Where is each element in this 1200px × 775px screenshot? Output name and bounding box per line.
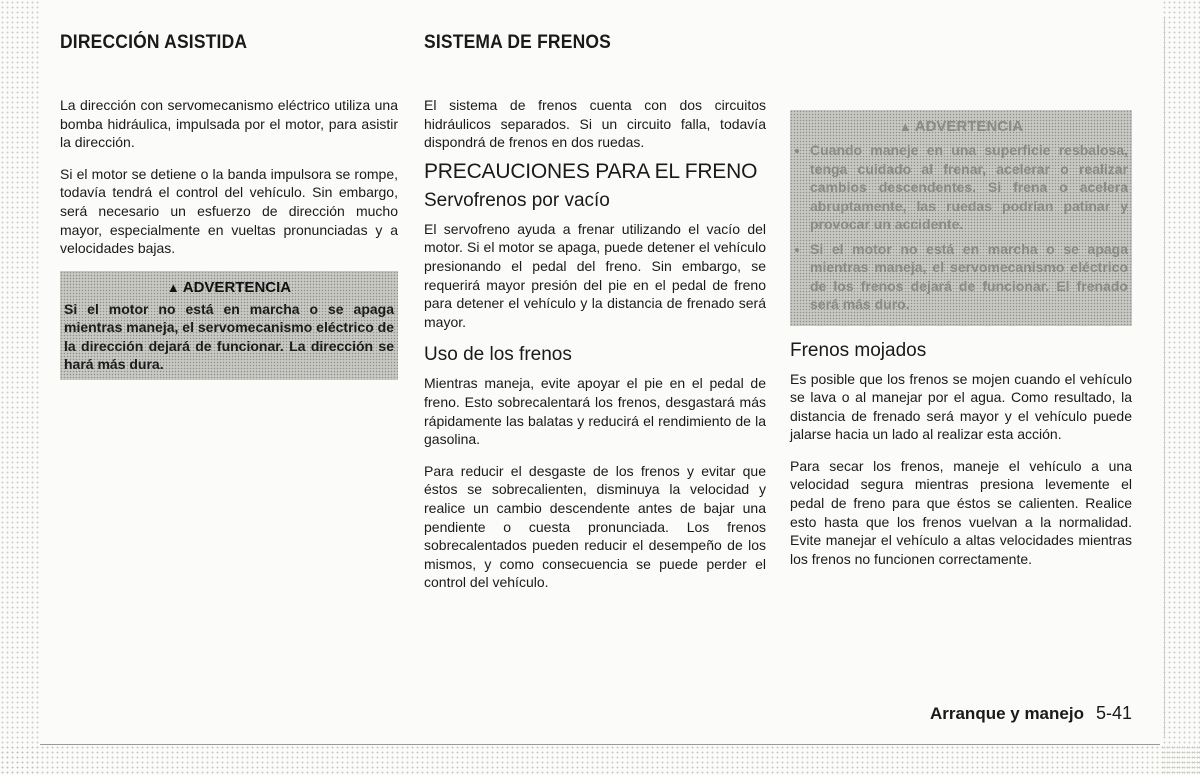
warning-item: • Cuando maneje en una superficie resbalosa, tenga cuidado al frenar, acelerar o realizar cambios descendentes. Si frena o acelera abruptamente, las ruedas podrían patinar y provocar un accidente. [810,141,1128,234]
brake-intro-paragraph: El sistema de frenos cuenta con dos circuitos hidráulicos separados. Si un circuito falla, todavía dispondrá de frenos en dos ruedas. [424,97,766,151]
brake-use-paragraph-2: Para reducir el desgaste de los frenos y evitar que éstos se sobrecalienten, disminuya la velocidad y realice un cambio descendente antes de bajar una pendiente o cuesta pronunciada. Los frenos sobrecalentados pueden reducir el desempeño de los mismos, y como consecuencia se puede perder el control del vehículo. [424,462,766,591]
brake-use-subheading: Uso de los frenos [424,344,572,366]
steering-warning-box [60,271,398,380]
scan-edge-left [0,0,40,775]
middle-column [424,32,766,605]
vacuum-booster-subheading: Servofrenos por vacío [424,189,610,211]
warning-heading: ADVERTENCIA [182,278,292,296]
wet-brakes-paragraph-1: Es posible que los frenos se mojen cuando el vehículo se lava o al manejar por el agua. Como resultado, la distancia de frenado será mayor y el vehículo puede jalarse hacia un lado al realizar esta acción. [790,370,1132,443]
warning-triangle-icon: ▲ [166,279,180,295]
page-right-rule [1164,18,1165,738]
page-number: 5-41 [1095,703,1132,723]
vacuum-booster-paragraph: El servofreno ayuda a frenar utilizando el vacío del motor. Si el motor se apaga, puede detener el vehículo presionando el pedal del freno. Sin embargo, se requerirá mayor presión del pie en el pedal de freno para detener el vehículo y la distancia de frenado será mayor. [424,220,766,330]
scan-edge-bottom [0,745,1200,775]
brake-system-title: SISTEMA DE FRENOS [424,32,612,53]
wet-brakes-paragraph-2: Para secar los frenos, maneje el vehículo a una velocidad segura mientras presiona levemente el pedal de freno para que éstos se calienten. Realice esto hasta que los frenos vuelvan a la normalidad. Evite manejar el vehículo a altas velocidades mientras los frenos no funcionen correctamente. [790,457,1132,567]
page-footer [850,703,1132,724]
scan-edge-right [1162,0,1200,775]
steering-paragraph-1: La dirección con servomecanismo eléctrico utiliza una bomba hidráulica, impulsada por el motor, para asistir la dirección. [60,97,398,151]
brake-warning-box [790,110,1132,326]
brake-use-paragraph-1: Mientras maneja, evite apoyar el pie en el pedal de freno. Esto sobrecalentará los frenos, desgastará más rápidamente las balatas y reducirá el rendimiento de la gasolina. [424,375,766,448]
warning-heading: ADVERTENCIA [914,118,1024,135]
left-column [60,32,398,380]
warning-item: • Si el motor no está en marcha o se apaga mientras maneja, el servomecanismo eléctrico de los frenos dejará de funcionar. El frenado será más duro. [810,240,1128,314]
brake-precautions-heading: PRECAUCIONES PARA EL FRENO [424,159,758,183]
page-bottom-rule [40,744,1160,745]
steering-paragraph-2: Si el motor se detiene o la banda impulsora se rompe, todavía tendrá el control del vehículo. Sin embargo, será necesario un esfuerzo de dirección mucho mayor, especialmente en vueltas pronunciadas y a velocidades bajas. [60,165,398,257]
warning-triangle-icon: ▲ [898,119,912,134]
wet-brakes-subheading: Frenos mojados [790,339,927,361]
warning-list [794,141,1128,314]
chapter-title: Arranque y manejo [929,704,1084,723]
warning-text: Si el motor no está en marcha o se apaga mientras maneja, el servomecanismo eléctrico de la dirección dejará de funcionar. La dirección se hará más dura. [64,300,394,373]
right-column [790,110,1132,581]
power-steering-title: DIRECCIÓN ASISTIDA [60,32,248,53]
